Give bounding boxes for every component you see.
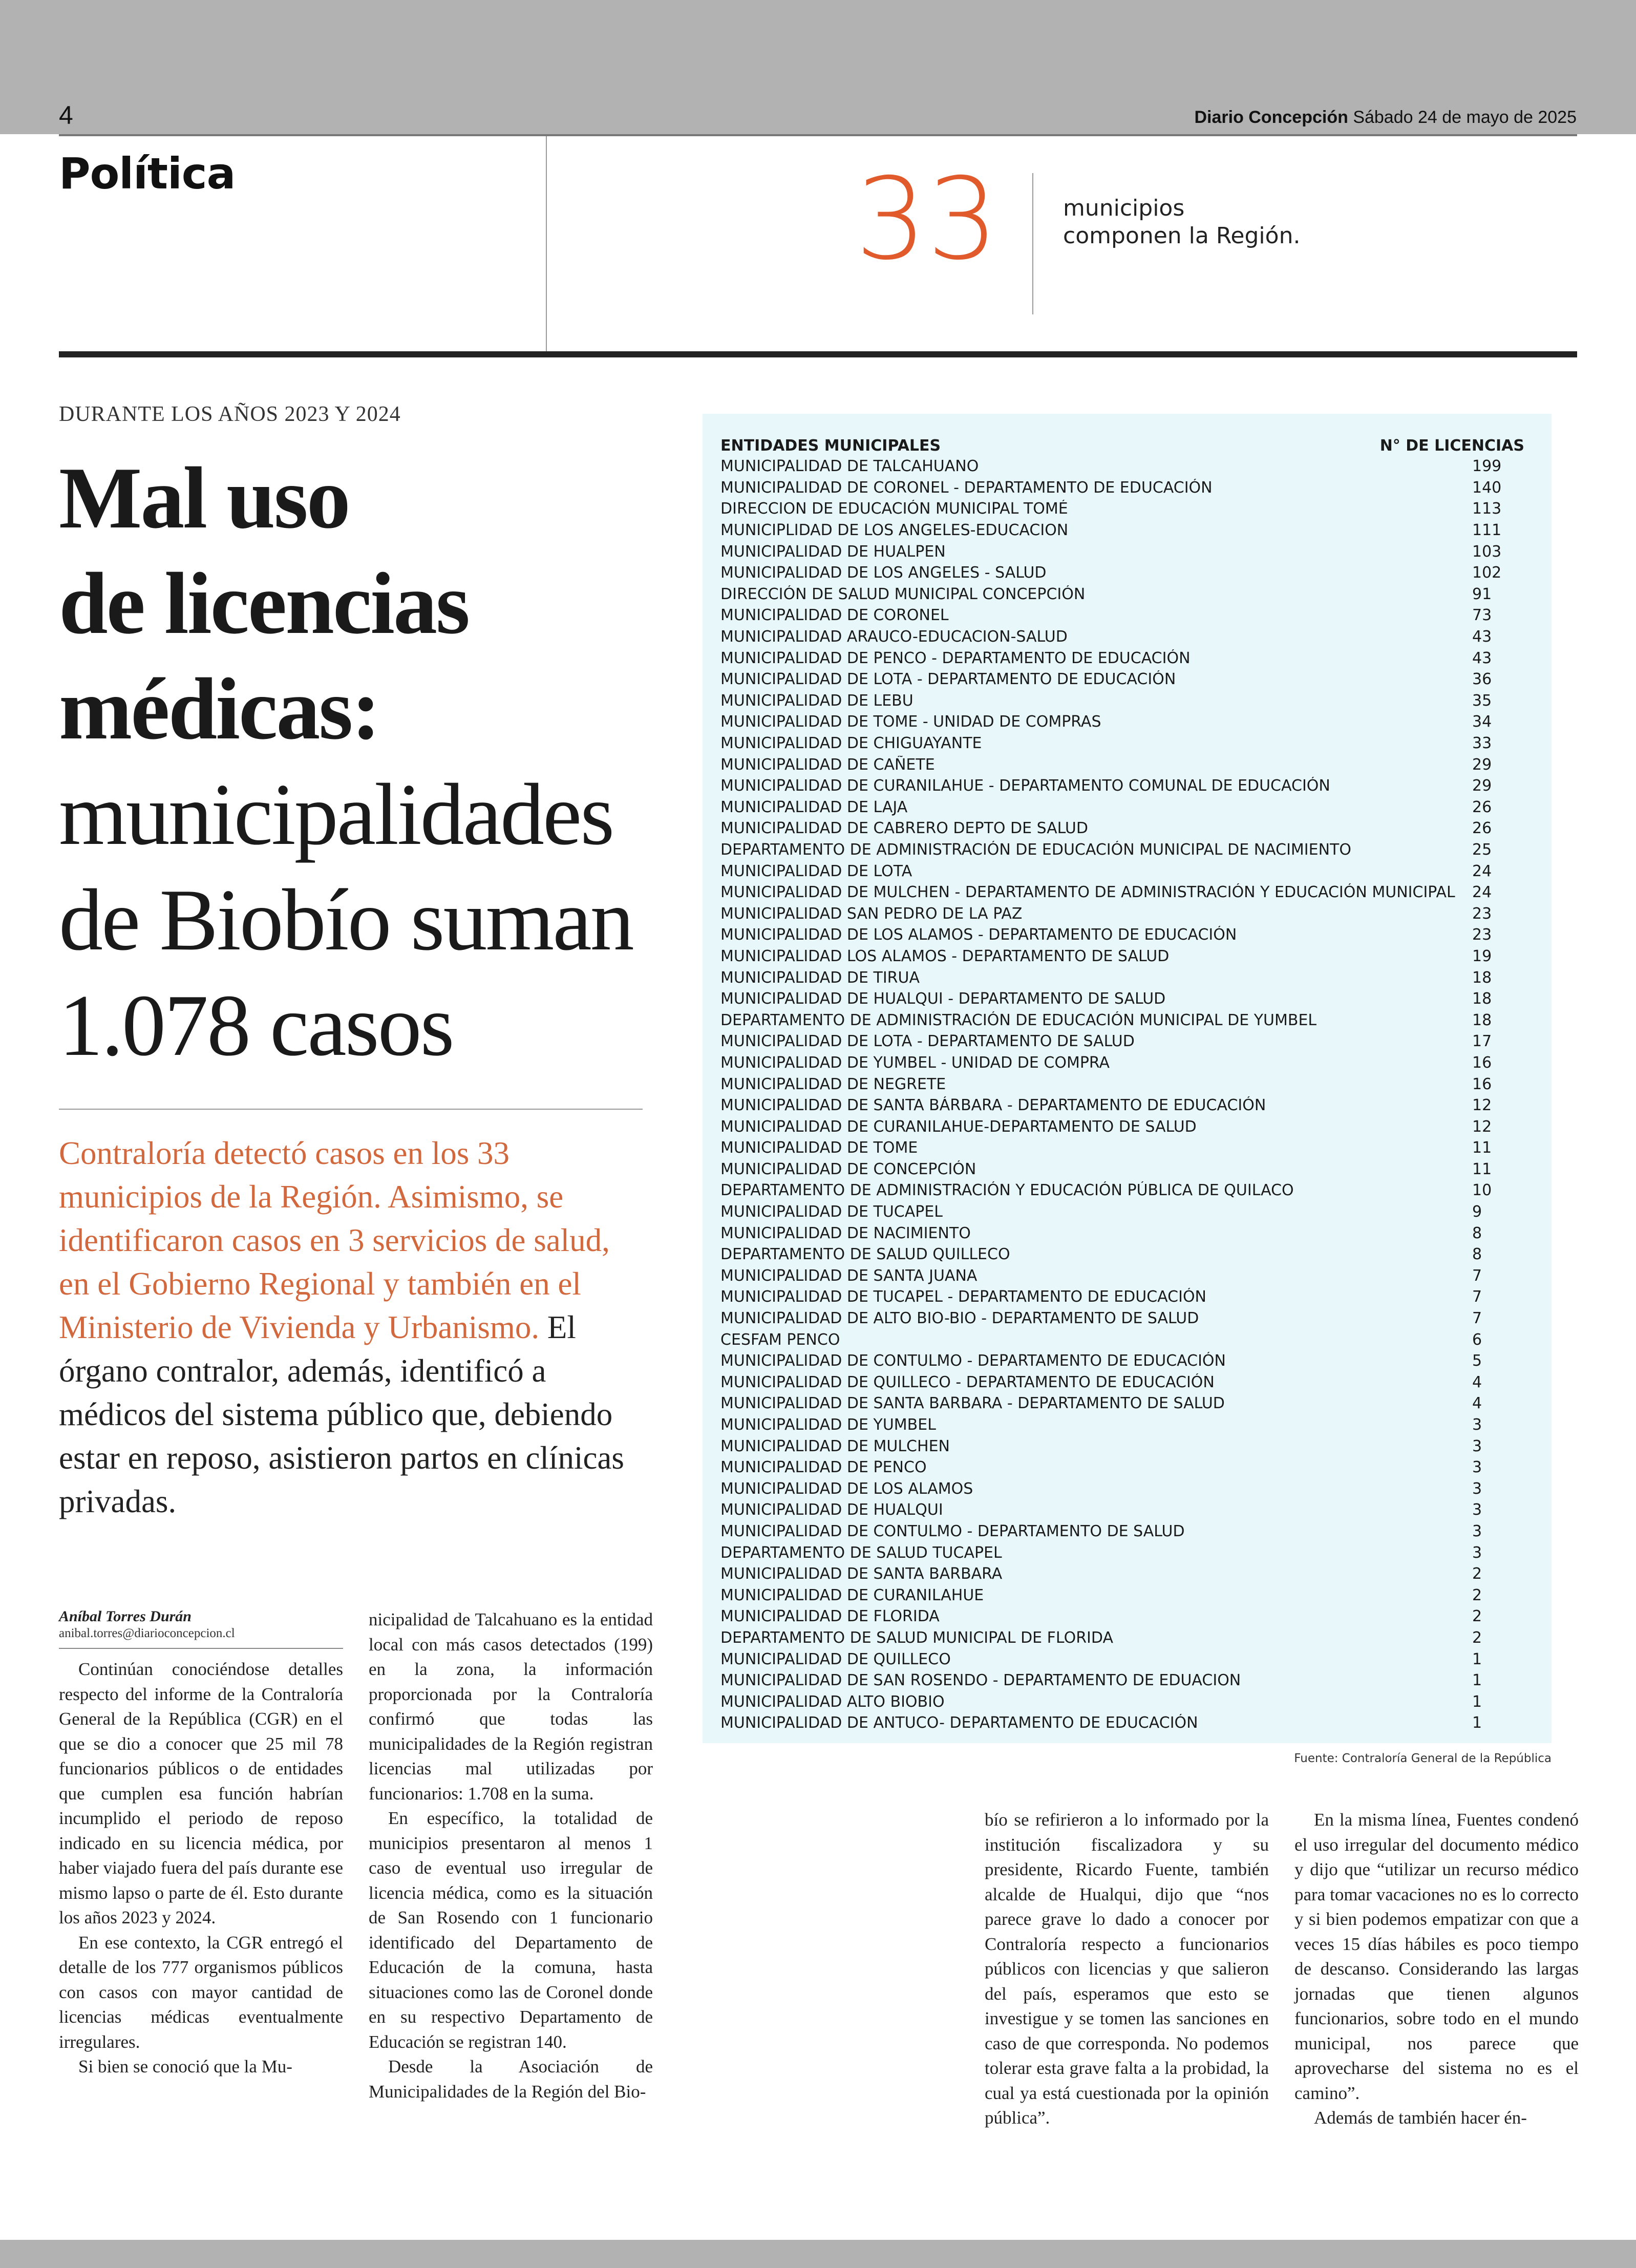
entity-name: MUNICIPALIDAD DE CHIGUAYANTE bbox=[720, 734, 982, 753]
entity-name: MUNICIPALIDAD DE LOS ALAMOS - DEPARTAMENTO DE EDUCACIÓN bbox=[720, 926, 1237, 944]
table-row bbox=[720, 967, 1524, 988]
table-row bbox=[720, 1457, 1524, 1478]
license-count: 111 bbox=[1472, 521, 1502, 540]
entity-name: DIRECCIÓN DE SALUD MUNICIPAL CONCEPCIÓN bbox=[720, 585, 1086, 603]
table-row bbox=[720, 1499, 1524, 1521]
lede-rule bbox=[59, 1109, 643, 1110]
body-paragraph: Además de también hacer én- bbox=[1314, 2108, 1527, 2128]
entity-name: MUNICIPALIDAD DE LOS ALAMOS bbox=[720, 1479, 973, 1498]
entity-name: MUNICIPALIDAD DE TUCAPEL - DEPARTAMENTO DE EDUCACIÓN bbox=[720, 1288, 1206, 1306]
table-row bbox=[720, 1031, 1524, 1052]
table-row bbox=[720, 1201, 1524, 1223]
entity-name: MUNICIPALIDAD DE SAN ROSENDO - DEPARTAMENTO DE EDUACION bbox=[720, 1671, 1241, 1690]
body-column-3 bbox=[985, 1808, 1269, 2131]
body-paragraph: Continúan conociéndose detalles respecto del informe de la Contraloría General de la República (CGR) en el que se dio a conocer que 25 mil 78 funcionarios públicos o de entidades que cumplen esa función habrían incumplido el periodo de reposo indicado en su licencia médica, por haber viajado fuera del país durante ese mismo lapso o parte de él. Esto durante los años 2023 y 2024. bbox=[59, 1659, 343, 1927]
entity-name: MUNICIPALIDAD DE LOS ANGELES - SALUD bbox=[720, 564, 1047, 582]
table-row bbox=[720, 1542, 1524, 1563]
table-row bbox=[720, 1435, 1524, 1457]
license-count: 12 bbox=[1472, 1096, 1492, 1115]
entity-name: MUNICIPALIDAD DE CORONEL - DEPARTAMENTO DE EDUCACIÓN bbox=[720, 478, 1213, 497]
license-count: 199 bbox=[1472, 457, 1502, 476]
table-row bbox=[720, 1691, 1524, 1712]
headline-line-5: de Biobío suman bbox=[59, 872, 633, 969]
header-divider bbox=[546, 136, 547, 351]
entity-name: MUNICIPALIDAD DE NEGRETE bbox=[720, 1075, 946, 1093]
license-count: 36 bbox=[1472, 670, 1492, 689]
table-source: Fuente: Contraloría General de la República bbox=[1294, 1752, 1552, 1765]
entity-name: MUNICIPALIDAD DE YUMBEL bbox=[720, 1416, 936, 1434]
license-count: 1 bbox=[1472, 1671, 1482, 1690]
table-row bbox=[720, 733, 1524, 754]
table-row bbox=[720, 797, 1524, 818]
entity-name: DEPARTAMENTO DE SALUD MUNICIPAL DE FLORIDA bbox=[720, 1628, 1113, 1647]
byline bbox=[59, 1608, 343, 1641]
kicker: DURANTE LOS AÑOS 2023 Y 2024 bbox=[59, 402, 401, 426]
body-paragraph: Desde la Asociación de Municipalidades de la Región del Bio- bbox=[369, 2057, 653, 2102]
table-row bbox=[720, 626, 1524, 648]
license-count: 43 bbox=[1472, 649, 1492, 667]
table-row bbox=[720, 775, 1524, 797]
table-row bbox=[720, 541, 1524, 562]
license-count: 103 bbox=[1472, 542, 1502, 561]
table-row bbox=[720, 1712, 1524, 1734]
lede-text: El órgano contralor, además, identificó a médicos del sistema público que, debiendo estar en reposo, asistieron partos en clínicas privadas. bbox=[59, 1309, 624, 1519]
entity-name: MUNICIPALIDAD DE LOTA - DEPARTAMENTO DE SALUD bbox=[720, 1032, 1135, 1051]
license-count: 34 bbox=[1472, 713, 1492, 731]
table-row bbox=[720, 1584, 1524, 1606]
table-row bbox=[720, 647, 1524, 669]
table-row bbox=[720, 1095, 1524, 1116]
entity-name: MUNICIPALIDAD DE NACIMIENTO bbox=[720, 1224, 971, 1242]
entity-name: MUNICIPALIDAD ARAUCO-EDUCACION-SALUD bbox=[720, 628, 1068, 646]
table-row bbox=[720, 882, 1524, 903]
entity-name: MUNICIPALIDAD DE ALTO BIO-BIO - DEPARTAMENTO DE SALUD bbox=[720, 1309, 1199, 1328]
table-row bbox=[720, 1244, 1524, 1265]
entity-name: DEPARTAMENTO DE ADMINISTRACIÓN Y EDUCACIÓN PÚBLICA DE QUILACO bbox=[720, 1181, 1294, 1200]
table-row bbox=[720, 669, 1524, 690]
license-count: 23 bbox=[1472, 926, 1492, 944]
headline-line-4: municipalidades bbox=[59, 766, 613, 863]
entity-name: MUNICIPALIDAD DE TOME bbox=[720, 1139, 918, 1157]
license-count: 18 bbox=[1472, 968, 1492, 987]
byline-rule bbox=[59, 1648, 343, 1649]
header-rule bbox=[59, 134, 1577, 136]
license-count: 16 bbox=[1472, 1053, 1492, 1072]
table-row bbox=[720, 1265, 1524, 1287]
table-row bbox=[720, 1116, 1524, 1137]
entity-name: MUNICIPALIDAD DE PENCO - DEPARTAMENTO DE EDUCACIÓN bbox=[720, 649, 1191, 667]
license-count: 19 bbox=[1472, 947, 1492, 965]
table-row bbox=[720, 1009, 1524, 1031]
license-count: 102 bbox=[1472, 564, 1502, 582]
entity-name: MUNICIPALIDAD DE MULCHEN - DEPARTAMENTO DE ADMINISTRACIÓN Y EDUCACIÓN MUNICIPAL bbox=[720, 883, 1455, 902]
license-count: 2 bbox=[1472, 1586, 1482, 1604]
table-row bbox=[720, 605, 1524, 626]
table-row bbox=[720, 1180, 1524, 1201]
body-paragraph: En la misma línea, Fuentes condenó el uso irregular del documento médico y dijo que “utilizar un recurso médico para tomar vacaciones no es lo correcto y si bien podemos empatizar con que a veces 15 días hábiles es poco tiempo de descanso. Considerando las largas jornadas que tienen algunos funcionarios, sobre todo en el mundo municipal, nos parece que aprovecharse del sistema no es el camino”. bbox=[1294, 1810, 1579, 2103]
masthead bbox=[1194, 108, 1577, 128]
license-count: 43 bbox=[1472, 628, 1492, 646]
table-row bbox=[720, 1137, 1524, 1159]
table-row bbox=[720, 711, 1524, 733]
table-row bbox=[720, 818, 1524, 839]
stat-caption bbox=[1063, 195, 1370, 250]
license-count: 24 bbox=[1472, 883, 1492, 902]
table-row bbox=[720, 1159, 1524, 1180]
table-row bbox=[720, 1372, 1524, 1393]
lede-highlight: Contraloría detectó casos en los 33 municipios de la Región. Asimismo, se identificaron casos en 3 servicios de salud, en el Gobierno Regional y también en el Ministerio de Vivienda y Urbanismo. bbox=[59, 1135, 610, 1345]
entity-name: MUNICIPALIDAD DE HUALQUI bbox=[720, 1501, 943, 1519]
entity-name: MUNICIPALIDAD DE LEBU bbox=[720, 691, 913, 710]
license-count: 11 bbox=[1472, 1139, 1492, 1157]
lede bbox=[59, 1132, 643, 1523]
license-count: 3 bbox=[1472, 1501, 1482, 1519]
license-count: 2 bbox=[1472, 1628, 1482, 1647]
page-number: 4 bbox=[59, 101, 73, 130]
license-count: 18 bbox=[1472, 990, 1492, 1008]
license-count: 29 bbox=[1472, 777, 1492, 795]
license-count: 140 bbox=[1472, 478, 1502, 497]
table-row bbox=[720, 498, 1524, 520]
entity-name: DEPARTAMENTO DE ADMINISTRACIÓN DE EDUCACIÓN MUNICIPAL DE YUMBEL bbox=[720, 1011, 1317, 1029]
license-count: 10 bbox=[1472, 1181, 1492, 1200]
table-row bbox=[720, 456, 1524, 477]
license-count: 91 bbox=[1472, 585, 1492, 603]
table-row bbox=[720, 1606, 1524, 1627]
header-count: N° DE LICENCIAS bbox=[1379, 436, 1524, 455]
license-count: 1 bbox=[1472, 1714, 1482, 1732]
entity-name: MUNICIPALIDAD LOS ALAMOS - DEPARTAMENTO DE SALUD bbox=[720, 947, 1170, 965]
table-row bbox=[720, 839, 1524, 861]
table-row bbox=[720, 477, 1524, 499]
license-count: 2 bbox=[1472, 1607, 1482, 1626]
entity-name: MUNICIPALIDAD DE CONCEPCIÓN bbox=[720, 1160, 976, 1178]
license-count: 3 bbox=[1472, 1437, 1482, 1455]
entity-name: MUNICIPALIDAD DE CONTULMO - DEPARTAMENTO DE SALUD bbox=[720, 1522, 1185, 1540]
entity-name: MUNICIPALIDAD SAN PEDRO DE LA PAZ bbox=[720, 904, 1023, 923]
entity-name: MUNICIPALIDAD DE CAÑETE bbox=[720, 755, 935, 774]
license-count: 1 bbox=[1472, 1692, 1482, 1711]
table-row bbox=[720, 1350, 1524, 1372]
stat-line-1: municipios bbox=[1063, 195, 1185, 221]
license-count: 3 bbox=[1472, 1522, 1482, 1540]
stat-divider bbox=[1032, 173, 1033, 314]
newspaper-name: Diario Concepción bbox=[1194, 108, 1348, 127]
license-count: 8 bbox=[1472, 1245, 1482, 1264]
table-header bbox=[720, 435, 1524, 456]
entity-name: MUNICIPALIDAD DE CONTULMO - DEPARTAMENTO DE EDUCACIÓN bbox=[720, 1352, 1226, 1370]
table-row bbox=[720, 1627, 1524, 1649]
entity-name: DEPARTAMENTO DE SALUD QUILLECO bbox=[720, 1245, 1010, 1264]
entity-name: MUNICIPALIDAD DE SANTA BARBARA - DEPARTAMENTO DE SALUD bbox=[720, 1394, 1225, 1413]
license-count: 1 bbox=[1472, 1650, 1482, 1668]
table-row bbox=[720, 1393, 1524, 1414]
entity-name: MUNICIPALIDAD DE SANTA BARBARA bbox=[720, 1565, 1003, 1583]
entity-name: MUNICIPALIDAD DE CURANILAHUE bbox=[720, 1586, 984, 1604]
author-name: Aníbal Torres Durán bbox=[59, 1608, 192, 1625]
entity-name: MUNICIPLIDAD DE LOS ANGELES-EDUCACION bbox=[720, 521, 1069, 540]
table-row bbox=[720, 1073, 1524, 1095]
table-body bbox=[720, 456, 1524, 1734]
entity-name: MUNICIPALIDAD DE CABRERO DEPTO DE SALUD bbox=[720, 819, 1088, 838]
table-row bbox=[720, 988, 1524, 1010]
entity-name: MUNICIPALIDAD DE YUMBEL - UNIDAD DE COMPRA bbox=[720, 1053, 1110, 1072]
table-row bbox=[720, 754, 1524, 775]
entity-name: MUNICIPALIDAD DE CURANILAHUE-DEPARTAMENTO DE SALUD bbox=[720, 1117, 1197, 1136]
table-row bbox=[720, 584, 1524, 605]
table-row bbox=[720, 1521, 1524, 1542]
header-entity: ENTIDADES MUNICIPALES bbox=[720, 436, 941, 455]
license-count: 7 bbox=[1472, 1266, 1482, 1285]
body-paragraph: En ese contexto, la CGR entregó el detalle de los 777 organismos públicos con casos con mayor cantidad de licencias médicas eventualmente irregulares. bbox=[59, 1932, 343, 2052]
table-row bbox=[720, 1308, 1524, 1329]
license-count: 4 bbox=[1472, 1394, 1482, 1413]
body-column-4 bbox=[1294, 1808, 1579, 2131]
entity-name: MUNICIPALIDAD DE MULCHEN bbox=[720, 1437, 950, 1455]
license-count: 73 bbox=[1472, 606, 1492, 625]
table-row bbox=[720, 1648, 1524, 1670]
entity-name: MUNICIPALIDAD DE LOTA - DEPARTAMENTO DE EDUCACIÓN bbox=[720, 670, 1176, 689]
license-count: 11 bbox=[1472, 1160, 1492, 1178]
table-row bbox=[720, 1670, 1524, 1691]
license-count: 8 bbox=[1472, 1224, 1482, 1242]
table-row bbox=[720, 924, 1524, 946]
entity-name: MUNICIPALIDAD DE TALCAHUANO bbox=[720, 457, 979, 476]
entity-name: MUNICIPALIDAD DE SANTA BÁRBARA - DEPARTAMENTO DE EDUCACIÓN bbox=[720, 1096, 1266, 1115]
entity-name: MUNICIPALIDAD DE LOTA bbox=[720, 862, 912, 880]
table-row bbox=[720, 946, 1524, 967]
license-count: 3 bbox=[1472, 1479, 1482, 1498]
entity-name: MUNICIPALIDAD DE FLORIDA bbox=[720, 1607, 940, 1626]
section-rule bbox=[59, 351, 1577, 357]
table-row bbox=[720, 562, 1524, 584]
entity-name: MUNICIPALIDAD DE PENCO bbox=[720, 1458, 927, 1477]
entity-name: DEPARTAMENTO DE SALUD TUCAPEL bbox=[720, 1543, 1002, 1562]
entity-name: MUNICIPALIDAD DE TIRUA bbox=[720, 968, 920, 987]
table-row bbox=[720, 1222, 1524, 1244]
license-count: 3 bbox=[1472, 1543, 1482, 1562]
author-email[interactable]: anibal.torres@diarioconcepcion.cl bbox=[59, 1626, 235, 1640]
table-row bbox=[720, 520, 1524, 541]
license-count: 29 bbox=[1472, 755, 1492, 774]
license-count: 9 bbox=[1472, 1203, 1482, 1221]
entity-name: MUNICIPALIDAD DE QUILLECO bbox=[720, 1650, 951, 1668]
license-count: 4 bbox=[1472, 1373, 1482, 1391]
stat-number: 33 bbox=[855, 154, 998, 285]
license-count: 26 bbox=[1472, 819, 1492, 838]
license-count: 17 bbox=[1472, 1032, 1492, 1051]
entity-name: DIRECCION DE EDUCACIÓN MUNICIPAL TOMÉ bbox=[720, 500, 1068, 518]
license-count: 6 bbox=[1472, 1330, 1482, 1349]
stat-line-2: componen la Región. bbox=[1063, 223, 1301, 249]
entity-name: CESFAM PENCO bbox=[720, 1330, 840, 1349]
table-row bbox=[720, 860, 1524, 882]
entity-name: MUNICIPALIDAD DE TUCAPEL bbox=[720, 1203, 943, 1221]
publication-date: Sábado 24 de mayo de 2025 bbox=[1353, 108, 1577, 127]
license-count: 7 bbox=[1472, 1309, 1482, 1328]
table-row bbox=[720, 1329, 1524, 1350]
entity-name: MUNICIPALIDAD DE HUALQUI - DEPARTAMENTO DE SALUD bbox=[720, 990, 1166, 1008]
licenses-table bbox=[720, 435, 1524, 1734]
license-count: 33 bbox=[1472, 734, 1492, 753]
table-row bbox=[720, 1414, 1524, 1436]
license-count: 3 bbox=[1472, 1458, 1482, 1477]
headline bbox=[59, 446, 689, 1078]
bottom-gray-band bbox=[0, 2240, 1636, 2268]
body-paragraph: En específico, la totalidad de municipios presentaron al menos 1 caso de eventual uso irregular de licencia médica, como es la situación de San Rosendo con 1 funcionario identificado del Departamento de Educación de la comuna, hasta situaciones como las de Coronel donde en su respectivo Departamento de Educación se registran 140. bbox=[369, 1808, 653, 2052]
headline-line-3: médicas: bbox=[59, 661, 379, 758]
license-count: 113 bbox=[1472, 500, 1502, 518]
license-count: 25 bbox=[1472, 840, 1492, 859]
license-count: 18 bbox=[1472, 1011, 1492, 1029]
table-row bbox=[720, 1286, 1524, 1308]
table-row bbox=[720, 1563, 1524, 1585]
license-count: 16 bbox=[1472, 1075, 1492, 1093]
headline-line-1: Mal uso bbox=[59, 450, 349, 547]
license-count: 5 bbox=[1472, 1352, 1482, 1370]
license-count: 3 bbox=[1472, 1416, 1482, 1434]
entity-name: MUNICIPALIDAD DE QUILLECO - DEPARTAMENTO DE EDUCACIÓN bbox=[720, 1373, 1215, 1391]
body-column-2 bbox=[369, 1607, 653, 2104]
entity-name: MUNICIPALIDAD ALTO BIOBIO bbox=[720, 1692, 945, 1711]
license-count: 2 bbox=[1472, 1565, 1482, 1583]
table-row bbox=[720, 1052, 1524, 1074]
license-count: 35 bbox=[1472, 691, 1492, 710]
body-paragraph: nicipalidad de Talcahuano es la entidad local con más casos detectados (199) en la zona, la información proporcionada por la Contraloría confirmó que todas las municipalidades de la Región registran licencias mal utilizadas por funcionarios: 1.708 en la suma. bbox=[369, 1609, 653, 1804]
entity-name: MUNICIPALIDAD DE TOME - UNIDAD DE COMPRAS bbox=[720, 713, 1101, 731]
entity-name: MUNICIPALIDAD DE CORONEL bbox=[720, 606, 949, 625]
table-row bbox=[720, 690, 1524, 712]
headline-line-2: de licencias bbox=[59, 555, 469, 652]
entity-name: MUNICIPALIDAD DE CURANILAHUE - DEPARTAMENTO COMUNAL DE EDUCACIÓN bbox=[720, 777, 1330, 795]
table-row bbox=[720, 1478, 1524, 1500]
entity-name: MUNICIPALIDAD DE SANTA JUANA bbox=[720, 1266, 978, 1285]
entity-name: MUNICIPALIDAD DE HUALPEN bbox=[720, 542, 946, 561]
entity-name: DEPARTAMENTO DE ADMINISTRACIÓN DE EDUCACIÓN MUNICIPAL DE NACIMIENTO bbox=[720, 840, 1351, 859]
section-title: Política bbox=[59, 149, 236, 199]
entity-name: MUNICIPALIDAD DE LAJA bbox=[720, 798, 908, 816]
entity-name: MUNICIPALIDAD DE ANTUCO- DEPARTAMENTO DE EDUCACIÓN bbox=[720, 1714, 1198, 1732]
license-count: 24 bbox=[1472, 862, 1492, 880]
body-column-1 bbox=[59, 1657, 343, 2080]
body-paragraph: bío se refirieron a lo informado por la institución fiscalizadora y su presidente, Ricardo Fuente, también alcalde de Hualqui, dijo que “nos parece grave lo dado a conocer por Contraloría respecto a funcionarios públicos con licencias y que salieron del país, esperamos que esto se investigue y se tomen las sanciones en caso de que corresponda. No podemos tolerar esta grave falta a la probidad, la cual ya está cuestionada por la opinión pública”. bbox=[985, 1810, 1269, 2128]
body-paragraph: Si bien se conoció que la Mu- bbox=[78, 2057, 292, 2076]
license-count: 12 bbox=[1472, 1117, 1492, 1136]
license-count: 7 bbox=[1472, 1288, 1482, 1306]
license-count: 23 bbox=[1472, 904, 1492, 923]
license-count: 26 bbox=[1472, 798, 1492, 816]
table-row bbox=[720, 903, 1524, 924]
headline-line-6: 1.078 casos bbox=[59, 977, 453, 1074]
